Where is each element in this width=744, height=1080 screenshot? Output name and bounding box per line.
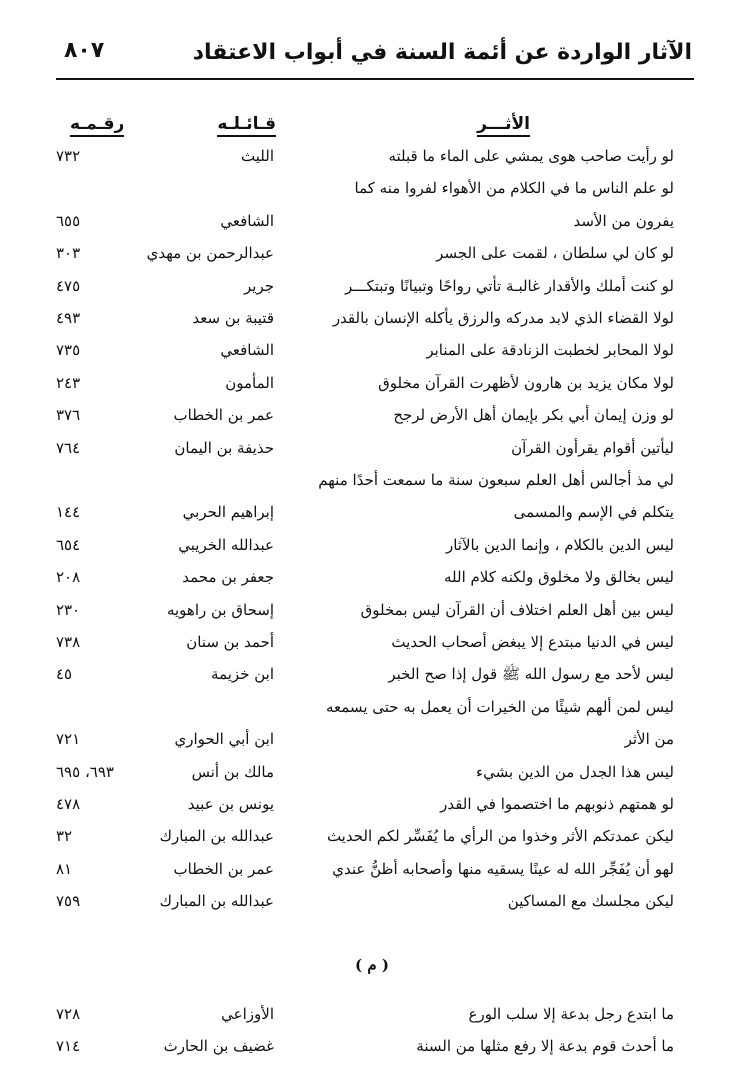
narrator-name: الليث — [241, 147, 274, 165]
entry-number: ١٤٤ — [56, 503, 81, 522]
athar-text: لو همتهم ذنوبهم ما اختصموا في القدر — [440, 795, 674, 813]
table-row — [0, 758, 744, 788]
athar-text: لو رأيت صاحب هوى يمشي على الماء ما قبلته — [388, 147, 674, 165]
athar-text: يتكلم في الإسم والمسمى — [513, 503, 674, 522]
entry-number: ٢٠٨ — [56, 568, 81, 587]
narrator-name: عبدالله بن المبارك — [159, 892, 274, 911]
table-row — [0, 887, 744, 917]
narrator-name: ابن خزيمة — [211, 665, 274, 684]
entry-number: ٧٣٥ — [56, 341, 81, 360]
table-row — [0, 401, 744, 431]
table-row — [0, 466, 744, 496]
athar-text: ليس لأحد مع رسول الله ﷺ قول إذا صح الخبر — [388, 665, 674, 684]
narrator-name: الأوزاعي — [221, 1005, 274, 1023]
athar-text: ليس لمن ألهم شيئًا من الخيرات أن يعمل به حتى يسمعه — [325, 697, 674, 716]
table-row — [0, 1032, 744, 1062]
narrator-name: المأمون — [225, 373, 274, 392]
narrator-name: ابن أبي الحواري — [174, 730, 274, 749]
entry-number: ٤٥ — [56, 665, 73, 684]
page-header — [56, 34, 694, 80]
table-row — [0, 596, 744, 626]
narrator-name: غضيف بن الحارث — [163, 1037, 274, 1055]
table-row — [0, 434, 744, 464]
entry-number: ٦٥٤ — [56, 535, 81, 554]
entry-number: ٣٧٦ — [56, 406, 81, 425]
entry-number: ٦٩٣، ٦٩٥ — [56, 762, 114, 781]
athar-text: لي مذ أجالس أهل العلم سبعون سنة ما سمعت أحدًا منهم — [318, 471, 674, 489]
entry-number: ٤٧٨ — [56, 795, 81, 813]
narrator-name: مالك بن أنس — [191, 762, 274, 781]
athar-text: لهو أن يُفَجِّر الله له عينًا يسقيه منها وأصحابه أظنُّ عندي — [332, 859, 674, 878]
narrator-name: عمر بن الخطاب — [173, 406, 274, 425]
column-header-number: رقـمـه — [70, 114, 124, 137]
table-row — [0, 628, 744, 658]
table-row — [0, 207, 744, 237]
column-header-qail: قـائـلـه — [217, 114, 276, 137]
table-row — [0, 855, 744, 885]
athar-text: ليس بين أهل العلم اختلاف أن القرآن ليس بمخلوق — [360, 600, 674, 619]
athar-text: من الأثر — [624, 730, 674, 749]
athar-text: لو وزن إيمان أبي بكر بإيمان أهل الأرض لرجح — [393, 406, 674, 425]
athar-text: ليأتين أقوام يقرأون القرآن — [511, 438, 674, 457]
narrator-name: عبدالله بن المبارك — [159, 827, 274, 846]
table-row — [0, 822, 744, 852]
athar-text: ليس في الدنيا مبتدع إلا يبغض أصحاب الحديث — [391, 633, 674, 651]
athar-text: لو كان لي سلطان ، لقمت على الجسر — [436, 244, 674, 263]
table-row — [0, 369, 744, 399]
narrator-name: حذيفة بن اليمان — [174, 438, 274, 457]
athar-text: ليس الدين بالكلام ، وإنما الدين بالآثار — [445, 535, 674, 554]
athar-text: لولا المحابر لخطبت الزنادقة على المنابر — [426, 341, 674, 360]
entry-number: ٦٥٥ — [56, 211, 81, 230]
narrator-name: قتيبة بن سعد — [192, 309, 274, 327]
athar-text: ليكن عمدتكم الأثر وخذوا من الرأي ما يُفَسِّر لكم الحديث — [326, 827, 674, 846]
column-header-athar: الأثـــر — [477, 114, 530, 137]
entry-number: ٤٧٥ — [56, 276, 81, 295]
entry-number: ٢٣٠ — [56, 600, 81, 619]
narrator-name: جرير — [244, 276, 274, 295]
entry-number: ٧٢٨ — [56, 1005, 81, 1023]
narrator-name: يونس بن عبيد — [187, 795, 274, 813]
narrator-name: الشافعي — [220, 211, 274, 230]
section-letter-heading: ( م ) — [355, 956, 389, 974]
entry-number: ٧٢١ — [56, 730, 81, 749]
page-number: ٨٠٧ — [64, 38, 105, 63]
narrator-name: جعفر بن محمد — [182, 568, 274, 587]
table-row — [0, 531, 744, 561]
table-row — [0, 336, 744, 366]
narrator-name: إبراهيم الحربي — [182, 503, 274, 522]
narrator-name: الشافعي — [220, 341, 274, 360]
athar-text: لولا القضاء الذي لابد مدركه والرزق يأكله الإنسان بالقدر — [332, 309, 674, 327]
narrator-name: عبدالرحمن بن مهدي — [146, 244, 274, 263]
entry-number: ٧١٤ — [56, 1037, 81, 1055]
entry-number: ٨١ — [56, 859, 73, 878]
table-row — [0, 693, 744, 723]
table-row — [0, 498, 744, 528]
entry-number: ٧٣٢ — [56, 147, 81, 165]
table-row — [0, 1000, 744, 1030]
table-row — [0, 272, 744, 302]
athar-text: ليس هذا الجدل من الدين بشيء — [476, 762, 674, 781]
narrator-name: أحمد بن سنان — [186, 633, 274, 651]
table-row — [0, 790, 744, 820]
athar-text: يفرون من الأسد — [573, 211, 674, 230]
entry-number: ٤٩٣ — [56, 309, 81, 327]
narrator-name: عمر بن الخطاب — [173, 859, 274, 878]
entry-number: ٧٥٩ — [56, 892, 81, 911]
narrator-name: إسحاق بن راهويه — [166, 600, 274, 619]
athar-text: ليس بخالق ولا مخلوق ولكنه كلام الله — [444, 568, 674, 587]
athar-text: ليكن مجلسك مع المساكين — [507, 892, 674, 911]
athar-text: لو كنت أملك والأقدار غالبـة تأتي رواحًا وتبيانًا وتبتكـــر — [345, 276, 674, 295]
narrator-name: عبدالله الخريبي — [178, 535, 274, 554]
entry-number: ٣٠٣ — [56, 244, 81, 263]
athar-text: ما أحدث قوم بدعة إلا رفع مثلها من السنة — [416, 1037, 674, 1055]
table-row — [0, 142, 744, 172]
athar-text: ما ابتدع رجل بدعة إلا سلب الورع — [468, 1005, 674, 1023]
table-row — [0, 239, 744, 269]
table-row — [0, 304, 744, 334]
athar-text: لولا مكان يزيد بن هارون لأظهرت القرآن مخلوق — [378, 373, 674, 392]
entry-number: ٢٤٣ — [56, 373, 81, 392]
header-title: الآثار الواردة عن أئمة السنة في أبواب الاعتقاد — [192, 40, 692, 65]
entry-number: ٧٣٨ — [56, 633, 81, 651]
table-row — [0, 174, 744, 204]
entry-number: ٣٢ — [56, 827, 73, 846]
table-row — [0, 563, 744, 593]
table-row — [0, 725, 744, 755]
table-row — [0, 660, 744, 690]
entry-number: ٧٦٤ — [56, 438, 81, 457]
athar-text: لو علم الناس ما في الكلام من الأهواء لفروا منه كما — [354, 179, 674, 198]
